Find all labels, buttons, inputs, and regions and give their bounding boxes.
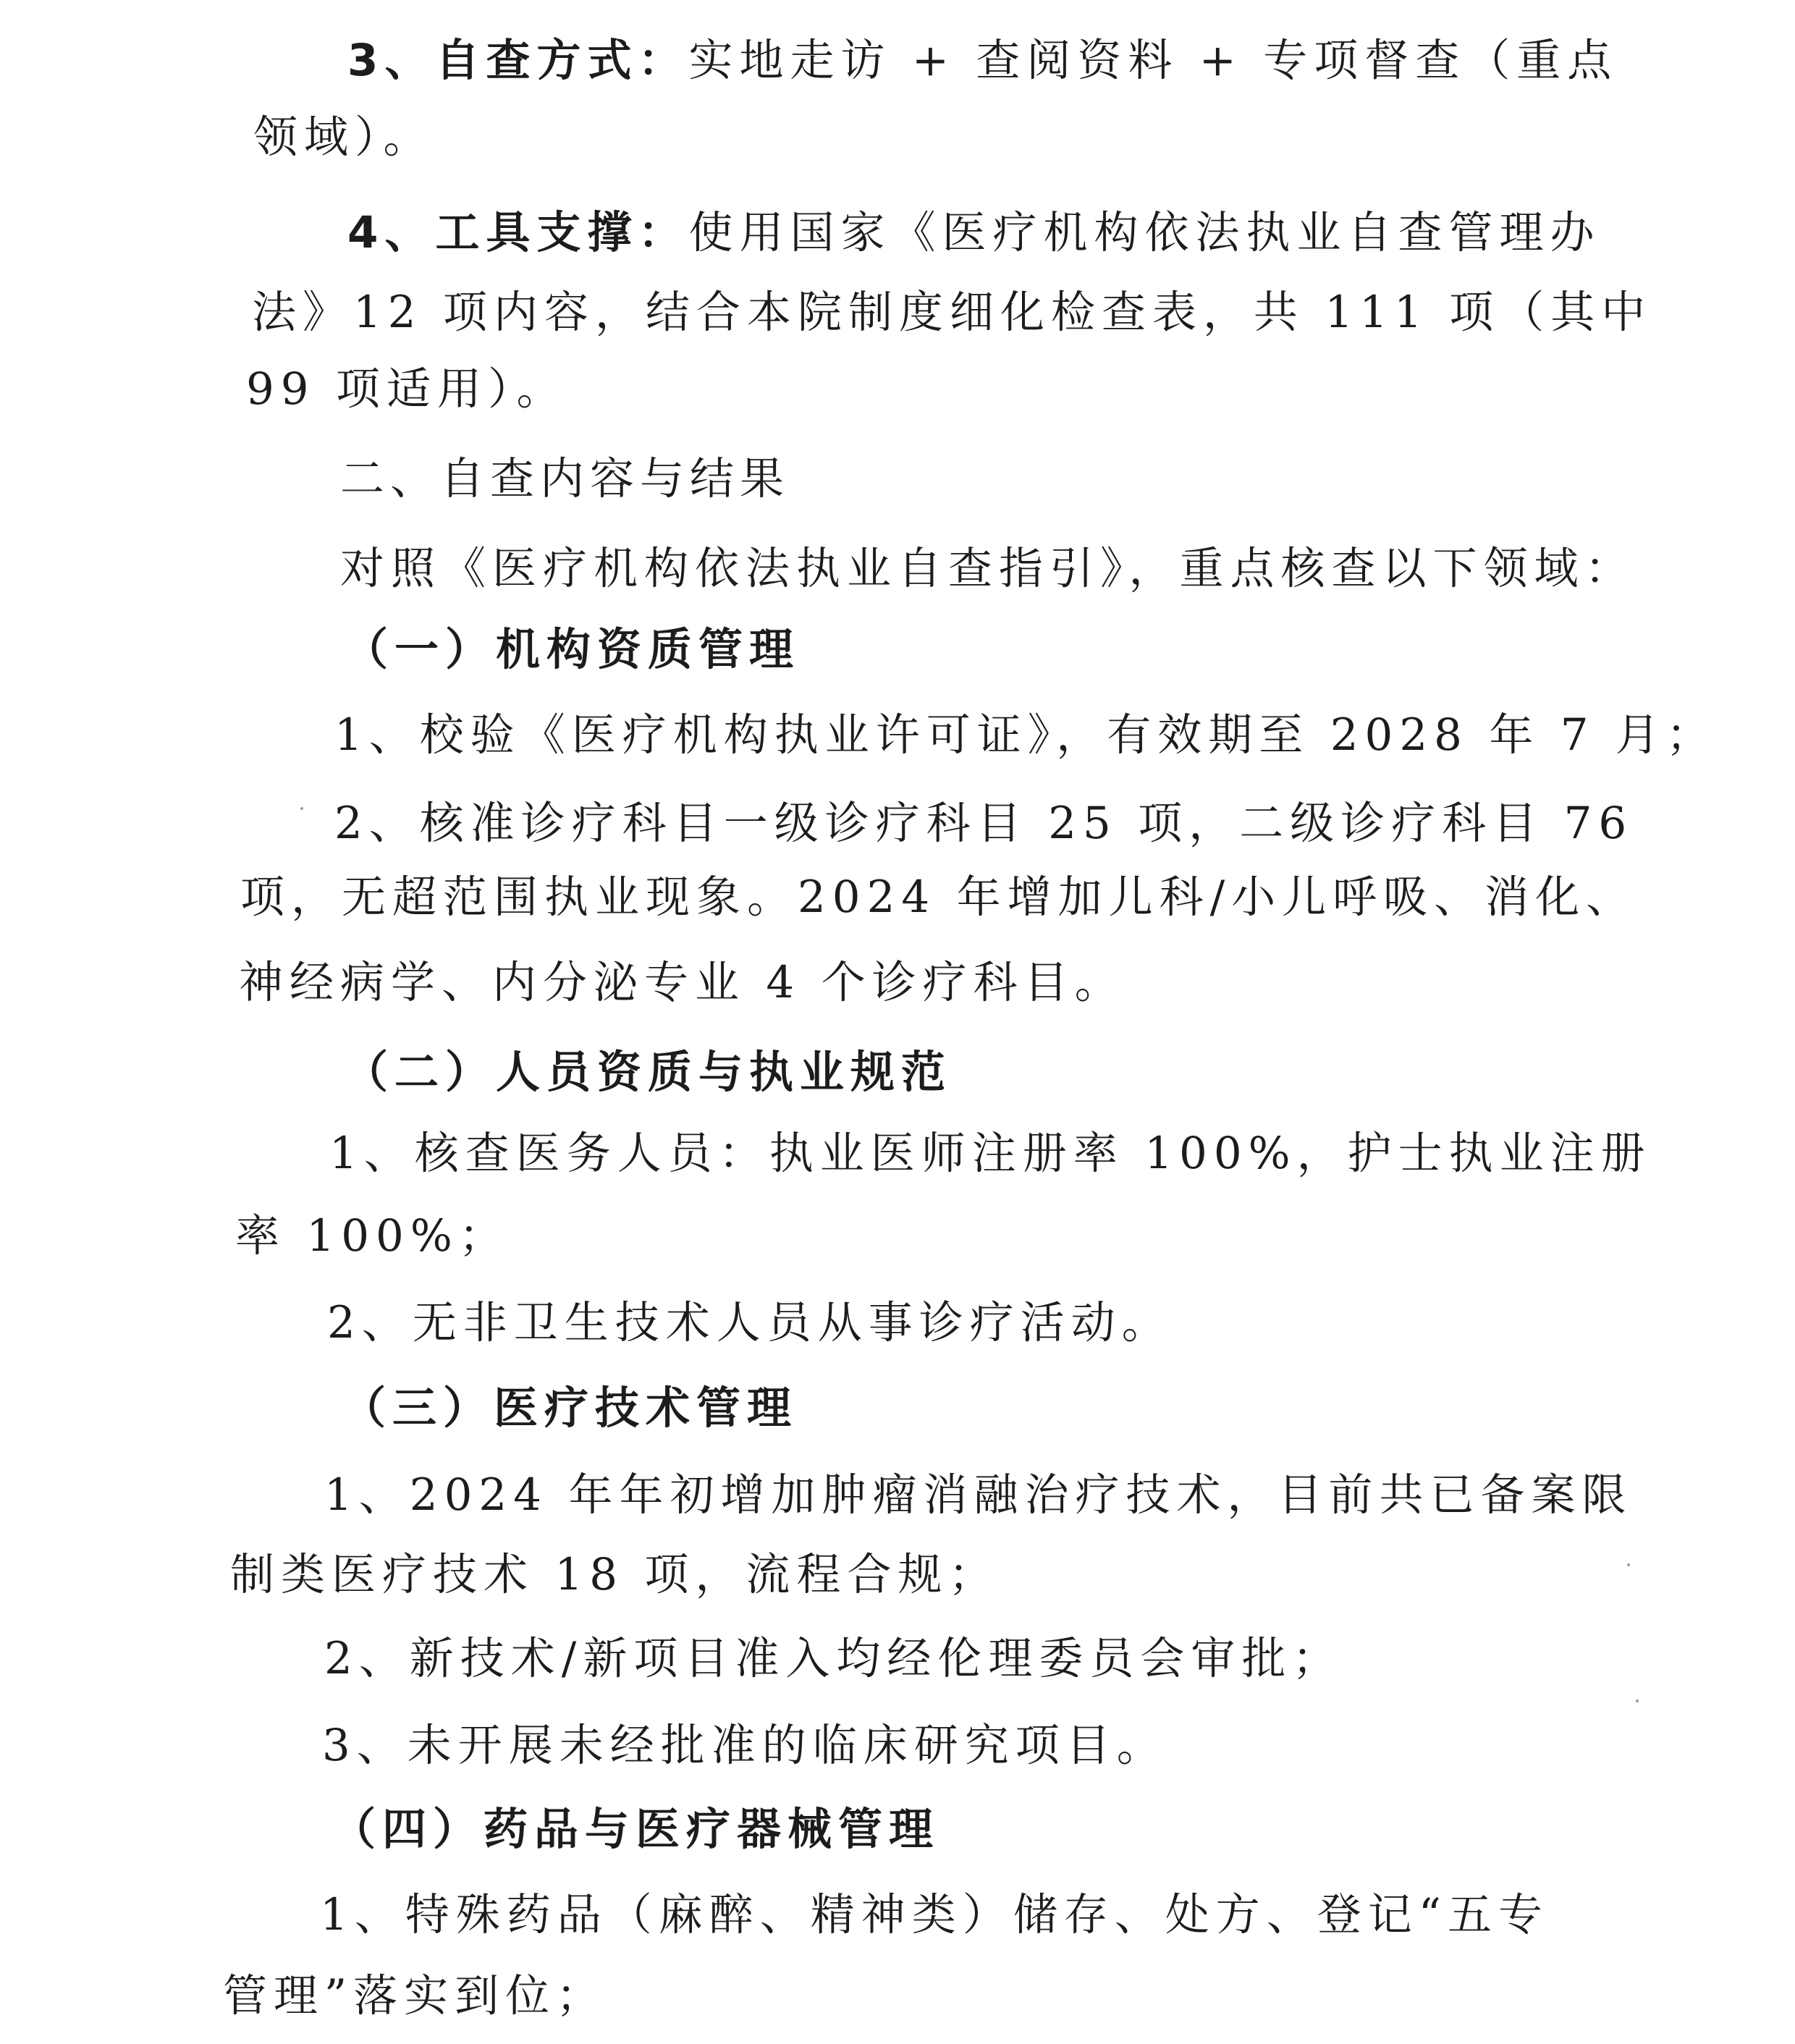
part3-item1-line1: 1、2024 年年初增加肿瘤消融治疗技术，目前共已备案限 xyxy=(324,1469,1633,1521)
part3-item3: 3、未开展未经批准的临床研究项目。 xyxy=(322,1720,1167,1771)
item4-line2: 法》12 项内容，结合本院制度细化检查表，共 111 项（其中 xyxy=(252,287,1652,338)
item4-text: 使用国家《医疗机构依法执业自查管理办 xyxy=(688,207,1601,258)
part1-item1: 1、校验《医疗机构执业许可证》，有效期至 2028 年 7 月； xyxy=(334,709,1717,761)
part4-heading: （四）药品与医疗器械管理 xyxy=(331,1804,940,1855)
part2-item2: 2、无非卫生技术人员从事诊疗活动。 xyxy=(327,1297,1173,1348)
part4-item1-line1: 1、特殊药品（麻醉、精神类）储存、处方、登记“五专 xyxy=(320,1889,1549,1940)
item3-line2: 领域）。 xyxy=(253,111,434,163)
part1-item2-line1: 2、核准诊疗科目一级诊疗科目 25 项，二级诊疗科目 76 xyxy=(334,798,1634,849)
section2-intro: 对照《医疗机构依法执业自查指引》，重点核查以下领域： xyxy=(340,543,1636,594)
item4-line3: 99 项适用）。 xyxy=(246,363,567,415)
scan-speck xyxy=(1636,1699,1639,1702)
part2-item1-line2: 率 100%； xyxy=(235,1210,510,1262)
part3-heading: （三）医疗技术管理 xyxy=(342,1382,798,1434)
scan-speck xyxy=(1627,1563,1630,1566)
part1-heading: （一）机构资质管理 xyxy=(344,624,801,675)
scan-speck xyxy=(300,807,303,810)
item3-text: 实地走访 + 查阅资料 + 专项督查（重点 xyxy=(688,35,1618,86)
item4-lead: 4、工具支撑： xyxy=(347,207,689,258)
part2-heading: （二）人员资质与执业规范 xyxy=(344,1047,953,1098)
part3-item2: 2、新技术/新项目准入均经伦理委员会审批； xyxy=(324,1633,1343,1684)
part3-item1-line2: 制类医疗技术 18 项，流程合规； xyxy=(230,1549,1000,1600)
part4-item1-line2: 管理”落实到位； xyxy=(223,1970,607,2022)
item3-lead: 3、自查方式： xyxy=(347,35,689,86)
part2-item1-line1: 1、核查医务人员：执业医师注册率 100%，护士执业注册 xyxy=(329,1128,1652,1179)
part1-item2-line3: 神经病学、内分泌专业 4 个诊疗科目。 xyxy=(239,957,1125,1008)
item4-line1 xyxy=(347,204,1600,262)
part1-item2-line2: 项，无超范围执业现象。2024 年增加儿科/小儿呼吸、消化、 xyxy=(240,871,1637,923)
item3-line1 xyxy=(347,32,1618,90)
section2-heading: 二、自查内容与结果 xyxy=(340,453,790,504)
